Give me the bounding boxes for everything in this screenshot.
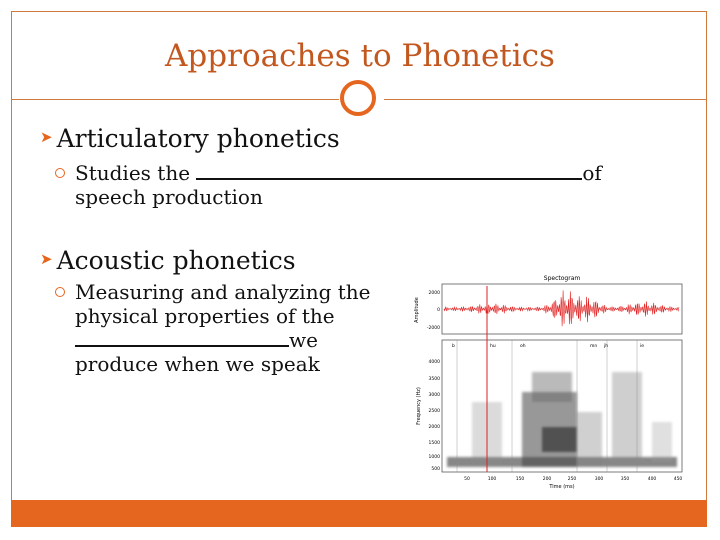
decorative-circle-icon (340, 80, 376, 116)
freq-tick: 1500 (428, 441, 440, 446)
time-tick: 300 (594, 477, 604, 482)
amp-tick: -2000 (426, 326, 440, 331)
amp-tick: 0 (437, 308, 440, 313)
sub-text-before-blank: Measuring and analyzing the physical properties of the (75, 280, 371, 328)
freq-tick: 3000 (428, 393, 440, 398)
time-tick: 100 (487, 477, 497, 482)
bullet-arrow-icon: ➤ (40, 128, 53, 146)
sub-text-after-blank: we produce when we speak (75, 328, 320, 376)
time-tick: 250 (567, 477, 577, 482)
time-tick: 400 (647, 477, 657, 482)
segment-label: jh (604, 344, 609, 349)
segment-label: hu (490, 344, 496, 349)
amp-tick: 2000 (428, 291, 440, 296)
freq-tick: 500 (431, 467, 440, 472)
fill-in-blank (75, 329, 289, 347)
segment-label: b (452, 344, 455, 349)
time-tick: 150 (515, 477, 525, 482)
freq-axis-label: Frequency (Hz) (416, 387, 422, 425)
freq-tick: 1000 (428, 455, 440, 460)
sub-text-before-blank: Studies the (75, 161, 197, 185)
footer-bar (11, 500, 707, 527)
title-divider-right (384, 99, 707, 100)
amp-axis-label: Amplitude (414, 297, 420, 323)
bullet-heading: Acoustic phonetics (56, 246, 296, 275)
bullet-acoustic (40, 244, 296, 276)
time-tick: 200 (542, 477, 552, 482)
sub-bullet-articulatory (75, 161, 675, 209)
sub-bullet-ring-icon (55, 168, 65, 178)
figure-title: Spectogram (543, 275, 581, 282)
freq-tick: 4000 (428, 360, 440, 365)
slide-title: Approaches to Phonetics (165, 38, 555, 74)
freq-tick: 2000 (428, 425, 440, 430)
freq-tick: 2500 (428, 409, 440, 414)
bullet-arrow-icon: ➤ (40, 250, 53, 268)
segment-label: ie (640, 344, 645, 349)
spectrogram-image (412, 272, 692, 494)
bullet-heading: Articulatory phonetics (56, 124, 340, 153)
time-tick: 350 (620, 477, 630, 482)
segment-label: oh (520, 344, 526, 349)
bullet-articulatory (40, 122, 340, 154)
time-axis-label: Time (ms) (549, 484, 575, 490)
sub-bullet-ring-icon (55, 287, 65, 297)
time-tick: 50 (464, 477, 470, 482)
sub-text-after-blank: of speech production (75, 161, 602, 209)
sub-bullet-acoustic (75, 280, 375, 376)
segment-label: mn (590, 344, 598, 349)
title-divider-left (11, 99, 339, 100)
freq-tick: 3500 (428, 377, 440, 382)
fill-in-blank (196, 162, 582, 180)
time-tick: 450 (673, 477, 683, 482)
